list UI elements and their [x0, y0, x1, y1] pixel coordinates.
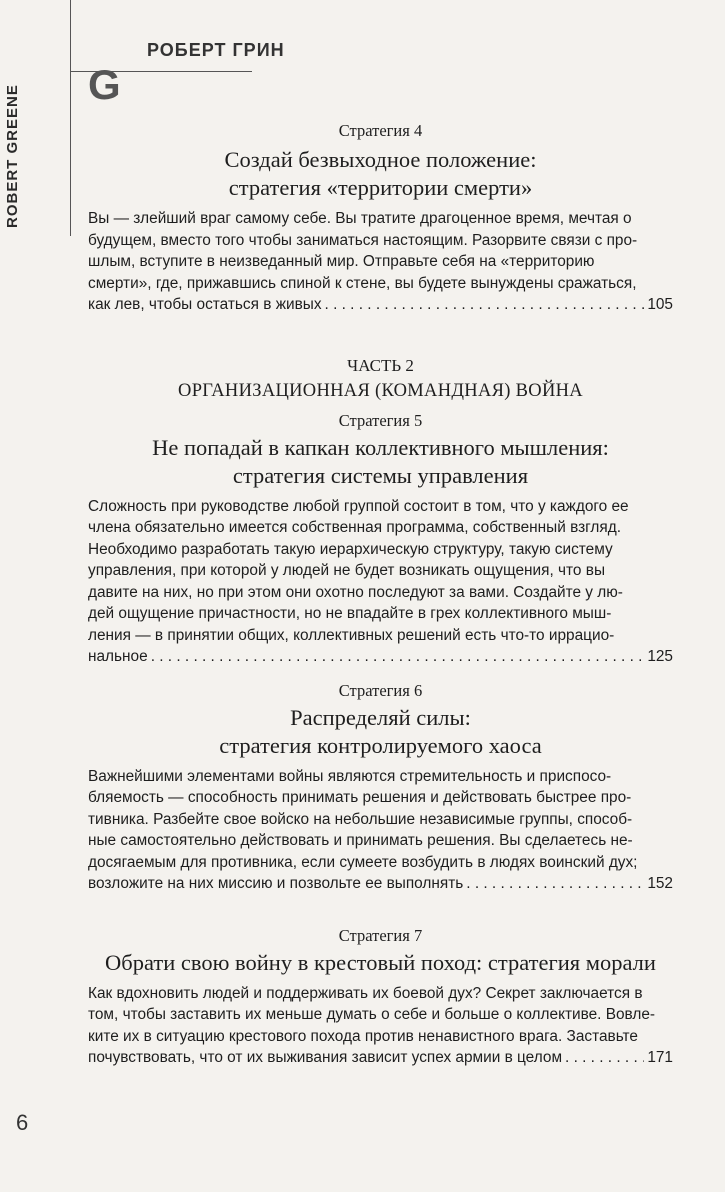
toc-entry-strategy-6 [88, 680, 673, 895]
toc-content [88, 120, 673, 1069]
leader-dots [151, 646, 645, 668]
strategy-description [88, 208, 673, 316]
strategy-title: Обрати свою войну в крестовый поход: стратегия морали [105, 949, 656, 975]
desc-line: Сложность при руководстве любой группой состоит в том, что у каждого ее [88, 497, 629, 515]
g-logo-icon: G [88, 61, 121, 108]
strategy-title: Не попадай в капкан коллективного мышления: [152, 434, 609, 460]
strategy-title: стратегия системы управления [232, 462, 529, 488]
desc-line: члена обязательно имеется собственная программа, собственный взгляд. [88, 519, 621, 536]
desc-line: досягаемым для противника, если сумеете возбудить в людях воинский дух; [88, 853, 638, 871]
desc-line: ные самостоятельно действовать и принимать решения. Вы сделаетесь не- [88, 832, 633, 849]
desc-line: ките их в ситуацию крестового похода против ненавистного врага. Заставьте [88, 1027, 638, 1045]
desc-line: давите на них, но при этом они охотно последуют за вами. Создайте у лю- [88, 583, 623, 601]
desc-last-line [88, 873, 673, 895]
running-author-vertical: ROBERT GREENE [4, 84, 21, 228]
desc-line: смерти», где, прижавшись спиной к стене, вы будете вынуждены сражаться, [88, 274, 637, 292]
strategy-description [88, 496, 673, 668]
desc-line: управления, при которой у людей не будет возникать ощущения, что вы [88, 562, 606, 579]
desc-line: как лев, чтобы остаться в живых [88, 296, 322, 313]
strategy-description [88, 983, 673, 1069]
toc-entry-strategy-5 [88, 410, 673, 668]
strategy-label: Стратегия 5 [338, 410, 423, 430]
leader-dots [325, 294, 645, 316]
desc-line: шлым, вступите в неизведанный мир. Отправьте себя на «территорию [88, 253, 595, 270]
strategy-label: Стратегия 4 [338, 121, 423, 140]
page-ref: 125 [647, 648, 673, 665]
strategy-title: стратегия контролируемого хаоса [219, 732, 542, 758]
desc-line: ления — в принятии общих, коллективных решений есть что-то иррацио- [88, 626, 615, 644]
leader-dots [565, 1047, 644, 1069]
desc-line: возложите на них миссию и позвольте ее выполнять [88, 875, 464, 892]
desc-line: нальное [88, 648, 148, 665]
toc-entry-strategy-4 [88, 120, 673, 316]
desc-line: тивника. Разбейте свое войско на небольшие независимые группы, способ- [88, 810, 633, 828]
desc-last-line [88, 1047, 673, 1069]
desc-last-line [88, 294, 673, 316]
desc-line: Необходимо разработать такую иерархическую структуру, такую систему [88, 540, 613, 558]
strategy-title: Создай безвыходное положение: [224, 147, 537, 172]
part-heading [88, 354, 673, 404]
leader-dots [466, 873, 644, 895]
page-number: 6 [16, 1110, 29, 1135]
part-title: ОРГАНИЗАЦИОННАЯ (КОМАНДНАЯ) ВОЙНА [178, 380, 583, 401]
strategy-title: стратегия «территории смерти» [228, 175, 533, 200]
desc-line: дей ощущение причастности, но не впадайте в грех коллективного мыш- [88, 605, 612, 622]
strategy-title: Распределяй силы: [290, 704, 471, 730]
desc-line: Как вдохновить людей и поддерживать их боевой дух? Секрет заключается в [88, 984, 643, 1002]
desc-line: Вы — злейший враг самому себе. Вы тратите драгоценное время, мечтая о [88, 210, 632, 227]
running-author-header: РОБЕРТ ГРИН [147, 40, 285, 60]
page-ref: 105 [647, 296, 673, 313]
strategy-label: Стратегия 6 [338, 680, 423, 700]
desc-line: бляемость — способность принимать решения и действовать быстрее про- [88, 789, 632, 806]
desc-line: будущем, вместо того чтобы заниматься настоящим. Разорвите связи с про- [88, 231, 638, 249]
desc-line: том, чтобы заставить их меньше думать о себе и больше о коллективе. Вовле- [88, 1006, 656, 1023]
page-ref: 171 [647, 1049, 673, 1066]
strategy-label: Стратегия 7 [338, 925, 423, 945]
page-ref: 152 [647, 875, 673, 892]
toc-entry-strategy-7 [88, 925, 673, 1069]
strategy-description [88, 766, 673, 895]
desc-line: почувствовать, что от их выживания зависит успех армии в целом [88, 1049, 563, 1066]
part-label: ЧАСТЬ 2 [347, 355, 414, 375]
desc-last-line [88, 646, 673, 668]
desc-line: Важнейшими элементами войны являются стремительность и приспосо- [88, 767, 612, 785]
